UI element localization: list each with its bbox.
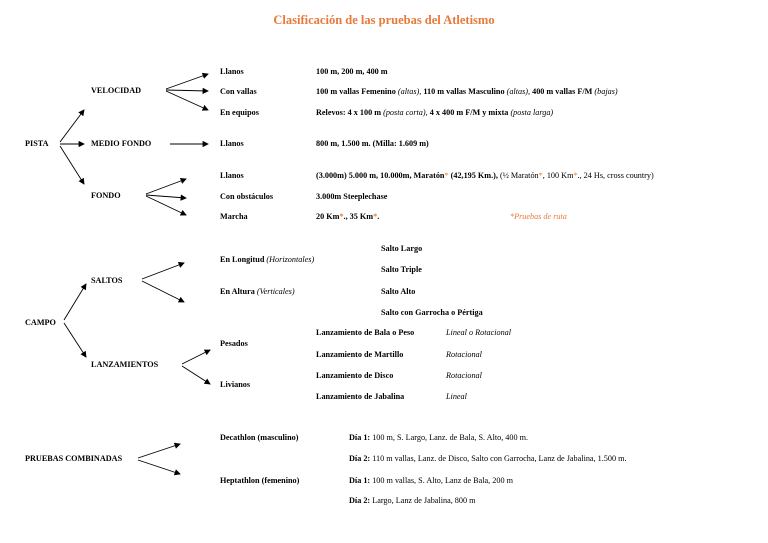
heptathlon-dia2: Día 2: Largo, Lanz de Jabalina, 800 m xyxy=(349,496,476,505)
pesados-label: Pesados xyxy=(220,339,248,348)
pista-label: PISTA xyxy=(25,139,49,148)
heptathlon-label: Heptathlon (femenino) xyxy=(220,476,300,485)
saltos-label: SALTOS xyxy=(91,276,123,285)
medio-fondo-value: 800 m, 1.500 m. (Milla: 1.609 m) xyxy=(316,139,429,148)
combinadas-label: PRUEBAS COMBINADAS xyxy=(25,454,123,463)
longitud-label: En Longitud (Horizontales) xyxy=(220,255,315,264)
page-title: Clasificación de las pruebas del Atletismo xyxy=(273,13,495,27)
lanzamiento-type: Rotacional xyxy=(446,371,482,380)
marcha-label: Marcha xyxy=(220,212,248,221)
velocidad-llanos-label: Llanos xyxy=(220,67,244,76)
decathlon-dia1: Día 1: 100 m, S. Largo, Lanz. de Bala, S. Alto, 400 m. xyxy=(349,433,529,442)
salto-item: Salto con Garrocha o Pértiga xyxy=(381,308,483,317)
lanzamiento-type: Lineal o Rotacional xyxy=(446,328,512,337)
salto-item: Salto Largo xyxy=(381,244,423,253)
marcha-value: 20 Km*., 35 Km*. xyxy=(316,212,380,221)
obstaculos-value: 3.000m Steeplechase xyxy=(316,192,388,201)
equipos-value: Relevos: 4 x 100 m (posta corta), 4 x 400 m F/M y mixta (posta larga) xyxy=(316,108,554,117)
ruta-note: *Pruebas de ruta xyxy=(510,212,567,221)
lanzamiento-name: Lanzamiento de Bala o Peso xyxy=(316,328,415,337)
vallas-label: Con vallas xyxy=(220,87,257,96)
campo-label: CAMPO xyxy=(25,318,56,327)
medio-fondo-llanos-label: Llanos xyxy=(220,139,244,148)
lanzamiento-name: Lanzamiento de Martillo xyxy=(316,350,404,359)
fondo-label: FONDO xyxy=(91,191,121,200)
heptathlon-dia1: Día 1: 100 m vallas, S. Alto, Lanz de Bala, 200 m xyxy=(349,476,513,485)
salto-item: Salto Triple xyxy=(381,265,422,274)
decathlon-dia2: Día 2: 110 m vallas, Lanz. de Disco, Salto con Garrocha, Lanz de Jabalina, 1.500 m. xyxy=(349,454,627,463)
fondo-llanos-value: (3.000m) 5.000 m, 10.000m, Maratón* (42,195 Km.), (½ Maratón*, 100 Km*., 24 Hs, cross country) xyxy=(316,171,654,180)
decathlon-label: Decathlon (masculino) xyxy=(220,433,299,442)
altura-label: En Altura (Verticales) xyxy=(220,287,295,296)
livianos-label: Livianos xyxy=(220,380,251,389)
equipos-label: En equipos xyxy=(220,108,259,117)
vallas-value: 100 m vallas Femenino (altas), 110 m vallas Masculino (altas), 400 m vallas F/M (bajas) xyxy=(316,87,618,96)
lanzamiento-type: Lineal xyxy=(446,392,467,401)
lanzamiento-name: Lanzamiento de Disco xyxy=(316,371,394,380)
salto-item: Salto Alto xyxy=(381,287,416,296)
lanzamientos-label: LANZAMIENTOS xyxy=(91,360,159,369)
medio-fondo-label: MEDIO FONDO xyxy=(91,139,152,148)
velocidad-llanos-value: 100 m, 200 m, 400 m xyxy=(316,67,388,76)
lanzamiento-type: Rotacional xyxy=(446,350,482,359)
obstaculos-label: Con obstáculos xyxy=(220,192,274,201)
lanzamiento-name: Lanzamiento de Jabalina xyxy=(316,392,405,401)
velocidad-label: VELOCIDAD xyxy=(91,86,142,95)
fondo-llanos-label: Llanos xyxy=(220,171,244,180)
